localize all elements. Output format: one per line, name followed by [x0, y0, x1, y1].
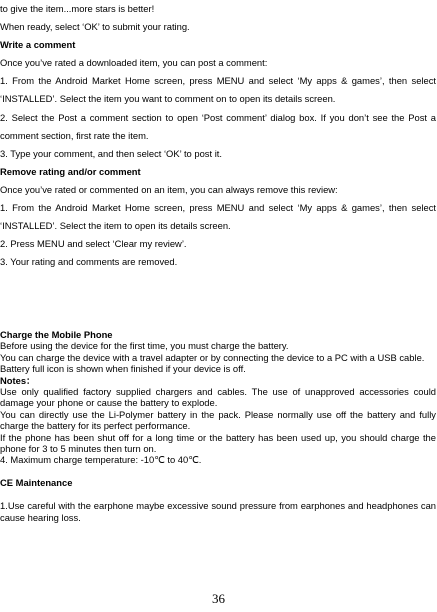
- comment-step-1: 1. From the Android Market Home screen, press MENU and select ‘My apps & games’, then select ‘INSTALLED’. Select the item you want to comment on to open its details screen.: [0, 75, 436, 105]
- comment-intro-line: Once you’ve rated a downloaded item, you can post a comment:: [0, 57, 268, 69]
- charge-line-2: You can charge the device with a travel adapter or by connecting the device to a PC with a USB cable.: [0, 351, 425, 363]
- rating-stars-line: to give the item...more stars is better!: [0, 3, 155, 14]
- remove-step-2: 2. Press MENU and select ‘Clear my review’.: [0, 238, 187, 250]
- ce-maintenance-heading: CE Maintenance: [0, 477, 73, 489]
- ce-line-1: 1.Use careful with the earphone maybe excessive sound pressure from earphones and headphones can cause hearing loss.: [0, 500, 436, 523]
- remove-rating-heading: Remove rating and/or comment: [0, 165, 141, 177]
- remove-step-3: 3. Your rating and comments are removed.: [0, 256, 178, 268]
- notes-line-4: 4. Maximum charge temperature: -10℃ to 40℃.: [0, 454, 202, 466]
- comment-step-2: 2. Select the Post a comment section to open ‘Post comment’ dialog box. If you don’t see the Post a comment section, first rate the item.: [0, 111, 436, 141]
- charging-and-maintenance: [0, 329, 436, 523]
- charge-line-1: Before using the device for the first time, you must charge the battery.: [0, 340, 289, 352]
- write-comment-heading: Write a comment: [0, 39, 76, 51]
- notes-line-1: Use only qualified factory supplied chargers and cables. The use of unapproved accessories could damage your phone or cause the battery to explode.: [0, 386, 436, 409]
- notes-line-3: If the phone has been shut off for a long time or the battery has been used up, you should charge the phone for 3 to 5 minutes then turn on.: [0, 431, 436, 455]
- rating-submit-line: When ready, select ‘OK’ to submit your rating.: [0, 21, 190, 33]
- charge-phone-heading: Charge the Mobile Phone: [0, 329, 113, 340]
- comment-step-3: 3. Type your comment, and then select ‘OK’ to post it.: [0, 147, 222, 159]
- page-number: 36: [212, 591, 225, 606]
- notes-line-2: You can directly use the Li-Polymer battery in the pack. Please normally use off the battery and fully charge the battery for its perfect performance.: [0, 408, 436, 432]
- remove-step-1: 1. From the Android Market Home screen, press MENU and select ‘My apps & games’, then select ‘INSTALLED’. Select the item to open its details screen.: [0, 202, 436, 232]
- android-market-review-instructions: [0, 0, 436, 271]
- notes-heading: Notes：: [0, 374, 36, 386]
- charge-line-3: Battery full icon is shown when finished if your device is off.: [0, 363, 246, 375]
- remove-intro-line: Once you’ve rated or commented on an item, you can always remove this review:: [0, 183, 338, 195]
